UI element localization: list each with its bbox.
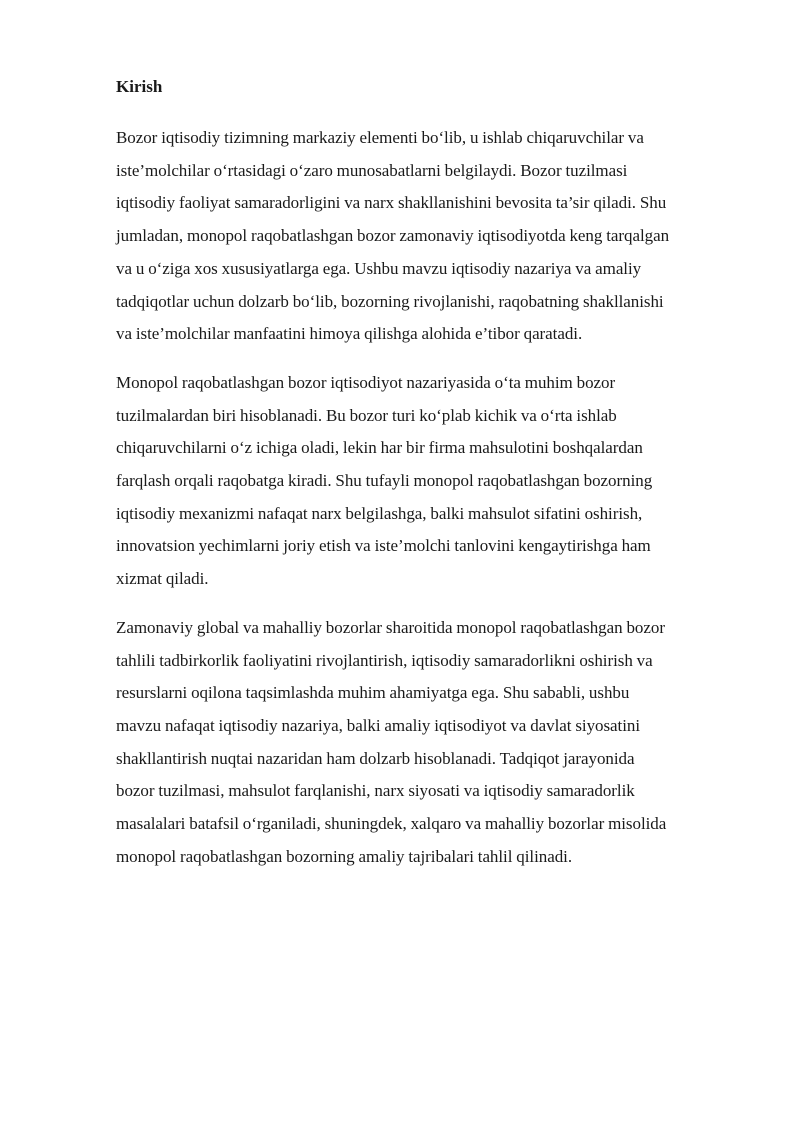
paragraph-line: tadqiqotlar uchun dolzarb bo‘lib, bozorning rivojlanishi, raqobatning shakllanishi xyxy=(116,291,664,311)
paragraph-line: masalalari batafsil o‘rganiladi, shuningdek, xalqaro va mahalliy bozorlar misolida xyxy=(116,814,667,834)
paragraph-line: resurslarni oqilona taqsimlashda muhim ahamiyatga ega. Shu sababli, ushbu xyxy=(116,683,630,703)
paragraph-line: Bozor iqtisodiy tizimning markaziy elementi bo‘lib, u ishlab chiqaruvchilar va xyxy=(116,128,644,147)
paragraph-line: va iste’molchilar manfaatini himoya qilishga alohida e’tibor qaratadi. xyxy=(116,324,583,344)
paragraph-line: xizmat qiladi. xyxy=(116,569,209,589)
paragraph-line: iste’molchilar o‘rtasidagi o‘zaro munosabatlarni belgilaydi. Bozor tuzilmasi xyxy=(116,160,628,180)
paragraph-line: jumladan, monopol raqobatlashgan bozor zamonaviy iqtisodiyotda keng tarqalgan xyxy=(116,226,670,246)
paragraph-line: mavzu nafaqat iqtisodiy nazariya, balki amaliy iqtisodiyot va davlat siyosatini xyxy=(116,715,640,735)
paragraph-line: bozor tuzilmasi, mahsulot farqlanishi, narx siyosati va iqtisodiy samaradorlik xyxy=(116,781,635,801)
paragraph-line: farqlash orqali raqobatga kiradi. Shu tufayli monopol raqobatlashgan bozorning xyxy=(116,471,653,491)
paragraph-line: Zamonaviy global va mahalliy bozorlar sharoitida monopol raqobatlashgan bozor xyxy=(116,617,665,637)
paragraph-line: tuzilmalardan biri hisoblanadi. Bu bozor turi ko‘plab kichik va o‘rta ishlab xyxy=(116,405,617,425)
section-heading: Kirish xyxy=(116,77,163,96)
paragraph-line: tahlili tadbirkorlik faoliyatini rivojlantirish, iqtisodiy samaradorlikni oshirish va xyxy=(116,650,653,670)
paragraph-1 xyxy=(116,122,736,351)
paragraph-line: shakllantirish nuqtai nazaridan ham dolzarb hisoblanadi. Tadqiqot jarayonida xyxy=(116,748,635,768)
paragraph-line: monopol raqobatlashgan bozorning amaliy tajribalari tahlil qilinadi. xyxy=(116,846,573,866)
paragraph-line: innovatsion yechimlarni joriy etish va iste’molchi tanlovini kengaytirishga ham xyxy=(116,536,651,556)
paragraph-line: iqtisodiy faoliyat samaradorligini va narx shakllanishini bevosita ta’sir qiladi. Shu xyxy=(116,193,667,213)
document-body xyxy=(116,74,736,889)
paragraph-3 xyxy=(116,612,736,874)
paragraph-line: iqtisodiy mexanizmi nafaqat narx belgilashga, balki mahsulot sifatini oshirish, xyxy=(116,503,643,523)
paragraph-line: Monopol raqobatlashgan bozor iqtisodiyot nazariyasida o‘ta muhim bozor xyxy=(116,372,616,392)
paragraph-2 xyxy=(116,367,736,596)
paragraph-line: va u o‘ziga xos xususiyatlarga ega. Ushbu mavzu iqtisodiy nazariya va amaliy xyxy=(116,258,642,278)
paragraph-line: chiqaruvchilarni o‘z ichiga oladi, lekin har bir firma mahsulotini boshqalardan xyxy=(116,438,643,458)
